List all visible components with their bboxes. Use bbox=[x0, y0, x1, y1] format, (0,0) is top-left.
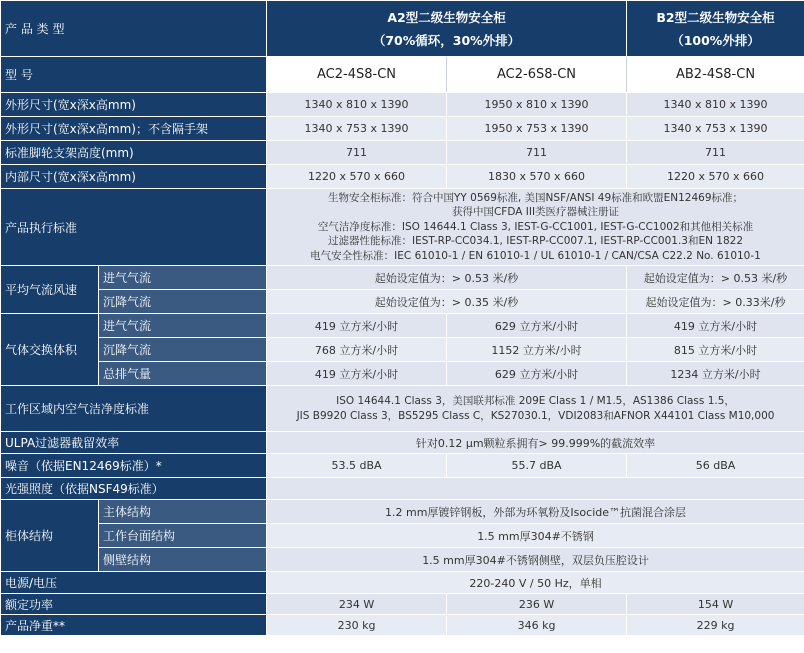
standards-text bbox=[267, 189, 804, 266]
dims-no-rack-value: 1950 x 753 x 1390 bbox=[447, 117, 627, 141]
a2-title: A2型二级生物安全柜 bbox=[387, 9, 506, 25]
row-label-dims-no-rack: 外形尺寸(宽x深x高mm)；不含隔手架 bbox=[1, 117, 267, 141]
rated-power-value: 236 W bbox=[447, 594, 627, 615]
exchange-downflow-value: 1152 立方米/小时 bbox=[447, 338, 627, 362]
exchange-exhaust-value: 419 立方米/小时 bbox=[267, 362, 447, 386]
noise-value: 56 dBA bbox=[627, 454, 804, 478]
exchange-downflow-value: 815 立方米/小时 bbox=[627, 338, 804, 362]
airflow-inflow-b2: 起始设定值为：> 0.53 米/秒 bbox=[627, 266, 804, 290]
sub-label-downflow: 沉降气流 bbox=[99, 290, 267, 314]
dims-no-rack-value: 1340 x 753 x 1390 bbox=[627, 117, 804, 141]
work-zone-text bbox=[267, 386, 804, 432]
sub-label-inflow: 进气气流 bbox=[99, 266, 267, 290]
caster-height-value: 711 bbox=[267, 141, 447, 165]
dims-value: 1340 x 810 x 1390 bbox=[267, 93, 447, 117]
row-label-dims: 外形尺寸(宽x深x高mm) bbox=[1, 93, 267, 117]
work-zone-line: ISO 14644.1 Class 3，美国联邦标准 209E Class 1 / M1.5，AS1386 Class 1.5， bbox=[336, 395, 735, 407]
row-label-work-zone: 工作区域内空气洁净度标准 bbox=[1, 386, 267, 432]
row-label-exchange: 气体交换体积 bbox=[1, 314, 99, 386]
caster-height-value: 711 bbox=[447, 141, 627, 165]
row-label-ulpa: ULPA过滤器截留效率 bbox=[1, 432, 267, 454]
dims-value: 1340 x 810 x 1390 bbox=[627, 93, 804, 117]
row-label-standards: 产品执行标准 bbox=[1, 189, 267, 266]
exchange-inflow-value: 419 立方米/小时 bbox=[627, 314, 804, 338]
row-label-structure: 柜体结构 bbox=[1, 500, 99, 572]
exchange-inflow-value: 419 立方米/小时 bbox=[267, 314, 447, 338]
structure-sidewall-value: 1.5 mm厚304#不锈钢侧壁，双层负压腔设计 bbox=[267, 548, 804, 572]
sub-label-worktop: 工作台面结构 bbox=[99, 524, 267, 548]
sub-label-exhaust: 总排气量 bbox=[99, 362, 267, 386]
standards-line: 空气洁净度标准：ISO 14644.1 Class 3, IEST-G-CC1001, IEST-G-CC1002和其他相关标准 bbox=[317, 220, 754, 233]
inner-dims-value: 1220 x 570 x 660 bbox=[267, 165, 447, 189]
airflow-inflow-a2: 起始设定值为：> 0.53 米/秒 bbox=[267, 266, 627, 290]
net-weight-value: 230 kg bbox=[267, 615, 447, 636]
noise-value: 55.7 dBA bbox=[447, 454, 627, 478]
exchange-exhaust-value: 629 立方米/小时 bbox=[447, 362, 627, 386]
airflow-downflow-b2: 起始设定值为：> 0.33米/秒 bbox=[627, 290, 804, 314]
b2-subtitle: （100%外排） bbox=[671, 32, 760, 48]
row-label-noise: 噪音（依据EN12469标准）* bbox=[1, 454, 267, 478]
light-value-empty bbox=[267, 478, 804, 500]
model-ab2-4s8: AB2-4S8-CN bbox=[627, 57, 804, 93]
net-weight-value: 229 kg bbox=[627, 615, 804, 636]
inner-dims-value: 1220 x 570 x 660 bbox=[627, 165, 804, 189]
row-label-rated-power: 额定功率 bbox=[1, 594, 267, 615]
b2-title: B2型二级生物安全柜 bbox=[656, 9, 775, 25]
model-ac2-6s8: AC2-6S8-CN bbox=[447, 57, 627, 93]
work-zone-line: JIS B9920 Class 3，BS5295 Class C，KS27030.1，VDI2083和AFNOR X44101 Class M10,000 bbox=[296, 409, 775, 422]
sub-label-inflow: 进气气流 bbox=[99, 314, 267, 338]
row-label-inner-dims: 内部尺寸(宽x深x高mm) bbox=[1, 165, 267, 189]
rated-power-value: 234 W bbox=[267, 594, 447, 615]
net-weight-value: 346 kg bbox=[447, 615, 627, 636]
row-label-net-weight: 产品净重** bbox=[1, 615, 267, 636]
model-label: 型 号 bbox=[1, 57, 267, 93]
dims-no-rack-value: 1340 x 753 x 1390 bbox=[267, 117, 447, 141]
product-type-header: 产 品 类 型 bbox=[1, 1, 267, 57]
exchange-downflow-value: 768 立方米/小时 bbox=[267, 338, 447, 362]
a2-subtitle: （70%循环，30%外排） bbox=[372, 32, 521, 48]
ulpa-value: 针对0.12 μm颗粒系拥有> 99.999%的截流效率 bbox=[267, 432, 804, 454]
dims-value: 1950 x 810 x 1390 bbox=[447, 93, 627, 117]
model-ac2-4s8: AC2-4S8-CN bbox=[267, 57, 447, 93]
structure-worktop-value: 1.5 mm厚304#不锈钢 bbox=[267, 524, 804, 548]
standards-line: 过滤器性能标准：IEST-RP-CC034.1, IEST-RP-CC007.1, IEST-RP-CC001.3和EN 1822 bbox=[328, 235, 744, 248]
exchange-inflow-value: 629 立方米/小时 bbox=[447, 314, 627, 338]
structure-main-value: 1.2 mm厚镀锌钢板，外部为环氧粉及Isocide™抗菌混合涂层 bbox=[267, 500, 804, 524]
b2-group-header bbox=[627, 1, 804, 57]
standards-line: 电气安全性标准：IEC 61010-1 / EN 61010-1 / UL 61010-1 / CAN/CSA C22.2 No. 61010-1 bbox=[310, 249, 761, 262]
exchange-exhaust-value: 1234 立方米/小时 bbox=[627, 362, 804, 386]
airflow-downflow-a2: 起始设定值为：> 0.35 米/秒 bbox=[267, 290, 627, 314]
power-value: 220-240 V / 50 Hz，单相 bbox=[267, 572, 804, 594]
sub-label-downflow: 沉降气流 bbox=[99, 338, 267, 362]
rated-power-value: 154 W bbox=[627, 594, 804, 615]
sub-label-main: 主体结构 bbox=[99, 500, 267, 524]
row-label-caster-height: 标准脚轮支架高度(mm) bbox=[1, 141, 267, 165]
caster-height-value: 711 bbox=[627, 141, 804, 165]
inner-dims-value: 1830 x 570 x 660 bbox=[447, 165, 627, 189]
a2-group-header bbox=[267, 1, 627, 57]
sub-label-sidewall: 侧壁结构 bbox=[99, 548, 267, 572]
standards-line: 生物安全柜标准：符合中国YY 0569标准, 美国NSF/ANSI 49标准和欧盟EN12469标准； bbox=[327, 191, 744, 204]
standards-line: 获得中国CFDA III类医疗器械注册证 bbox=[451, 206, 620, 219]
row-label-power: 电源/电压 bbox=[1, 572, 267, 594]
noise-value: 53.5 dBA bbox=[267, 454, 447, 478]
row-label-light: 光强照度（依据NSF49标准） bbox=[1, 478, 267, 500]
row-label-airflow: 平均气流风速 bbox=[1, 266, 99, 314]
